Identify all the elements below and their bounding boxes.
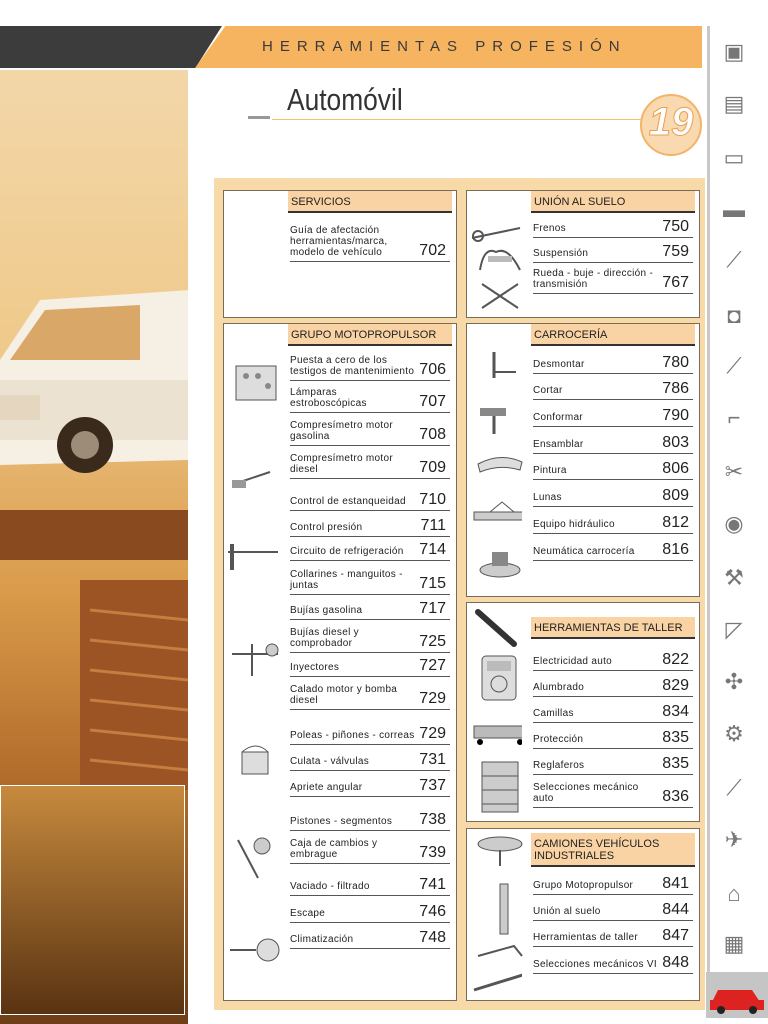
valve-compressor-icon bbox=[236, 740, 288, 780]
van-illustration bbox=[0, 270, 188, 480]
row-page: 750 bbox=[662, 218, 689, 236]
row-page: 786 bbox=[662, 380, 689, 398]
index-row[interactable] bbox=[533, 896, 693, 921]
header-dark-band bbox=[0, 26, 222, 68]
row-page: 847 bbox=[662, 927, 689, 945]
cooling-tester-icon bbox=[226, 540, 278, 570]
row-page: 841 bbox=[662, 875, 689, 893]
injector-puller-icon bbox=[228, 640, 280, 680]
pliers-icon[interactable]: ✂ bbox=[724, 459, 744, 484]
truck-jack-icon bbox=[490, 880, 542, 940]
row-label: Poleas - piñones - correas bbox=[290, 730, 415, 741]
row-page: 803 bbox=[662, 434, 689, 452]
index-row[interactable] bbox=[290, 924, 450, 949]
row-page: 729 bbox=[419, 690, 446, 708]
strip-divider bbox=[707, 26, 710, 1016]
row-page: 702 bbox=[419, 242, 446, 260]
row-page: 710 bbox=[419, 491, 446, 509]
title-underline bbox=[272, 119, 652, 120]
spring-compressor-icon bbox=[474, 242, 526, 272]
row-label: Alumbrado bbox=[533, 682, 585, 693]
drill-icon[interactable]: ⚙ bbox=[724, 721, 744, 746]
row-label: Conformar bbox=[533, 412, 583, 423]
multimeter-icon bbox=[474, 652, 526, 706]
row-label: Apriete angular bbox=[290, 782, 363, 793]
row-page: 790 bbox=[662, 407, 689, 425]
row-label: Circuito de refrigeración bbox=[290, 546, 404, 557]
index-row[interactable] bbox=[533, 401, 693, 427]
row-page: 829 bbox=[662, 677, 689, 695]
row-page: 714 bbox=[419, 541, 446, 559]
row-label: Grupo Motopropulsor bbox=[533, 880, 634, 891]
row-page: 727 bbox=[419, 657, 446, 675]
row-label: Rueda - buje - dirección - transmisión bbox=[533, 268, 654, 290]
index-row[interactable] bbox=[290, 447, 450, 479]
index-row[interactable] bbox=[290, 654, 450, 677]
index-row[interactable] bbox=[290, 214, 450, 262]
torque-bar-icon bbox=[470, 968, 522, 998]
index-row[interactable] bbox=[290, 832, 450, 864]
row-label: Suspensión bbox=[533, 248, 589, 259]
index-row[interactable] bbox=[290, 865, 450, 896]
index-row[interactable] bbox=[533, 948, 693, 974]
index-row[interactable] bbox=[290, 538, 450, 561]
row-label: Puesta a cero de los testigos de mantenimiento bbox=[290, 355, 415, 377]
row-page: 816 bbox=[662, 541, 689, 559]
row-page: 834 bbox=[662, 703, 689, 721]
box-title-union-suelo: UNIÓN AL SUELO bbox=[531, 191, 695, 213]
wrench-icon[interactable]: ⟋ bbox=[726, 247, 742, 272]
row-page: 812 bbox=[662, 514, 689, 532]
index-row[interactable] bbox=[290, 414, 450, 446]
sanding-block-icon bbox=[470, 498, 522, 528]
creeper-icon bbox=[470, 720, 522, 750]
index-row[interactable] bbox=[290, 348, 450, 381]
row-label: Cortar bbox=[533, 385, 563, 396]
workbench-icon[interactable]: ▭ bbox=[723, 145, 745, 170]
index-row[interactable] bbox=[533, 347, 693, 374]
row-page: 806 bbox=[662, 460, 689, 478]
row-label: Lámparas estroboscópicas bbox=[290, 387, 367, 409]
clutch-tool-icon bbox=[232, 834, 284, 884]
hex-key-icon[interactable]: ⌐ bbox=[727, 405, 741, 430]
row-label: Pistones - segmentos bbox=[290, 816, 393, 827]
cable-tray-icon[interactable]: ▦ bbox=[723, 931, 745, 956]
row-label: Compresímetro motor diesel bbox=[290, 453, 393, 475]
index-row[interactable] bbox=[533, 375, 693, 400]
row-label: Electricidad auto bbox=[533, 656, 613, 667]
airplane-icon[interactable]: ✈ bbox=[724, 827, 744, 852]
row-label: Protección bbox=[533, 734, 584, 745]
index-row[interactable] bbox=[533, 264, 693, 294]
row-label: Desmontar bbox=[533, 359, 585, 370]
row-label: Bujías diesel y comprobador bbox=[290, 627, 359, 649]
cross-wrench-icon bbox=[474, 280, 526, 310]
row-page: 759 bbox=[662, 243, 689, 261]
row-page: 746 bbox=[419, 903, 446, 921]
row-page: 731 bbox=[419, 751, 446, 769]
saw-icon[interactable]: ◸ bbox=[725, 617, 743, 642]
ac-gauge-icon bbox=[228, 936, 280, 966]
index-row[interactable] bbox=[533, 481, 693, 507]
index-row[interactable] bbox=[290, 798, 450, 831]
index-row[interactable] bbox=[290, 621, 450, 653]
index-row[interactable] bbox=[290, 678, 450, 710]
service-kit-icon bbox=[230, 362, 282, 412]
title-dash bbox=[248, 116, 270, 119]
row-label: Control de estanqueidad bbox=[290, 496, 406, 507]
row-label: Guía de afectación herramientas/marca, modelo de vehículo bbox=[290, 225, 388, 258]
row-label: Herramientas de taller bbox=[533, 932, 638, 943]
pipe-wrench-icon[interactable]: ⟋ bbox=[726, 775, 742, 800]
row-label: Reglaferos bbox=[533, 760, 585, 771]
index-row[interactable] bbox=[290, 512, 450, 537]
row-label: Collarines - manguitos - juntas bbox=[290, 569, 403, 591]
puller-icon[interactable]: ✣ bbox=[724, 669, 744, 694]
index-row[interactable] bbox=[290, 562, 450, 595]
row-page: 706 bbox=[419, 361, 446, 379]
bearing-tool-icon bbox=[474, 938, 526, 968]
row-label: Culata - válvulas bbox=[290, 756, 370, 767]
socket-icon[interactable]: ◘ bbox=[727, 303, 741, 328]
box-title-camiones: CAMIONES VEHÍCULOS INDUSTRIALES bbox=[531, 833, 695, 867]
box-title-grupo-motopropulsor: GRUPO MOTOPROPULSOR bbox=[288, 324, 452, 346]
row-page: 741 bbox=[419, 876, 446, 894]
row-page: 836 bbox=[662, 788, 689, 806]
row-page: 767 bbox=[662, 274, 689, 292]
index-row[interactable] bbox=[533, 455, 693, 480]
row-label: Control presión bbox=[290, 522, 363, 533]
row-label: Vaciado - filtrado bbox=[290, 881, 370, 892]
row-page: 729 bbox=[419, 725, 446, 743]
row-label: Climatización bbox=[290, 934, 354, 945]
row-page: 738 bbox=[419, 811, 446, 829]
index-row[interactable] bbox=[290, 596, 450, 620]
tape-measure-icon[interactable]: ◉ bbox=[724, 511, 744, 536]
index-row[interactable] bbox=[533, 508, 693, 534]
row-page: 737 bbox=[419, 777, 446, 795]
body-file-icon bbox=[474, 450, 526, 480]
panel-remover-icon bbox=[482, 350, 534, 380]
index-row[interactable] bbox=[290, 711, 450, 745]
row-label: Lunas bbox=[533, 492, 562, 503]
index-row[interactable] bbox=[533, 750, 693, 775]
car-icon bbox=[706, 972, 768, 1018]
row-label: Ensamblar bbox=[533, 439, 584, 450]
index-row[interactable] bbox=[533, 698, 693, 723]
section-title: HERRAMIENTAS PROFESIÓN bbox=[262, 38, 627, 55]
index-row[interactable] bbox=[533, 724, 693, 749]
row-page: 822 bbox=[662, 651, 689, 669]
tool-case-icon[interactable]: ▬ bbox=[723, 197, 745, 222]
row-label: Selecciones mecánicos VI bbox=[533, 959, 657, 970]
box-title-servicios: SERVICIOS bbox=[288, 191, 452, 213]
row-label: Calado motor y bomba diesel bbox=[290, 684, 398, 706]
row-page: 739 bbox=[419, 844, 446, 862]
automotive-tab[interactable] bbox=[706, 972, 768, 1018]
row-page: 809 bbox=[662, 487, 689, 505]
category-title: Automóvil bbox=[287, 82, 403, 117]
index-row[interactable] bbox=[533, 922, 693, 947]
index-row[interactable] bbox=[533, 776, 693, 808]
row-label: Unión al suelo bbox=[533, 906, 601, 917]
tool-cabinet-illustration bbox=[0, 490, 188, 790]
row-page: 715 bbox=[419, 575, 446, 593]
row-page: 725 bbox=[419, 633, 446, 651]
row-label: Camillas bbox=[533, 708, 574, 719]
row-page: 709 bbox=[419, 459, 446, 477]
row-page: 835 bbox=[662, 729, 689, 747]
index-row[interactable] bbox=[290, 897, 450, 923]
hammer-icon[interactable]: ⚒ bbox=[724, 565, 744, 590]
row-label: Inyectores bbox=[290, 662, 340, 673]
box-title-herramientas-taller: HERRAMIENTAS DE TALLER bbox=[531, 617, 695, 639]
compression-tester-icon bbox=[230, 462, 282, 492]
row-label: Equipo hidráulico bbox=[533, 519, 615, 530]
index-row[interactable] bbox=[533, 428, 693, 454]
row-page: 835 bbox=[662, 755, 689, 773]
index-row[interactable] bbox=[533, 535, 693, 561]
row-page: 844 bbox=[662, 901, 689, 919]
row-label: Escape bbox=[290, 908, 326, 919]
pylon-icon[interactable]: ⌂ bbox=[727, 881, 741, 906]
index-row[interactable] bbox=[533, 239, 693, 263]
toolbox-icon[interactable]: ▣ bbox=[723, 39, 745, 64]
pneumatic-sander-icon bbox=[476, 548, 528, 578]
row-label: Caja de cambios y embrague bbox=[290, 838, 378, 860]
inset-photo bbox=[0, 785, 185, 1015]
dolly-hammer-icon bbox=[476, 404, 528, 434]
index-row[interactable] bbox=[290, 382, 450, 413]
row-page: 748 bbox=[419, 929, 446, 947]
tool-cabinet-icon[interactable]: ▤ bbox=[723, 91, 745, 116]
row-label: Selecciones mecánico auto bbox=[533, 782, 639, 804]
row-page: 707 bbox=[419, 393, 446, 411]
screwdriver-icon[interactable]: ⟋ bbox=[726, 353, 742, 378]
index-row[interactable] bbox=[533, 645, 693, 671]
test-lamp-icon bbox=[472, 608, 524, 648]
row-page: 717 bbox=[419, 600, 446, 618]
index-row[interactable] bbox=[533, 869, 693, 895]
workshop-photo bbox=[0, 70, 188, 1024]
row-page: 848 bbox=[662, 954, 689, 972]
row-page: 711 bbox=[420, 517, 446, 535]
row-label: Neumática carrocería bbox=[533, 546, 635, 557]
box-title-carroceria: CARROCERÍA bbox=[531, 324, 695, 346]
chapter-number: 19 bbox=[648, 100, 694, 144]
row-page: 708 bbox=[419, 426, 446, 444]
index-row[interactable] bbox=[533, 214, 693, 238]
row-label: Pintura bbox=[533, 465, 567, 476]
index-row[interactable] bbox=[290, 772, 450, 797]
hub-puller-icon bbox=[474, 832, 526, 868]
row-page: 780 bbox=[662, 354, 689, 372]
tool-trolley-icon bbox=[478, 758, 530, 816]
index-row[interactable] bbox=[290, 746, 450, 771]
row-label: Compresímetro motor gasolina bbox=[290, 420, 393, 442]
index-row[interactable] bbox=[533, 672, 693, 697]
row-label: Frenos bbox=[533, 223, 566, 234]
row-label: Bujías gasolina bbox=[290, 605, 363, 616]
index-row[interactable] bbox=[290, 480, 450, 511]
